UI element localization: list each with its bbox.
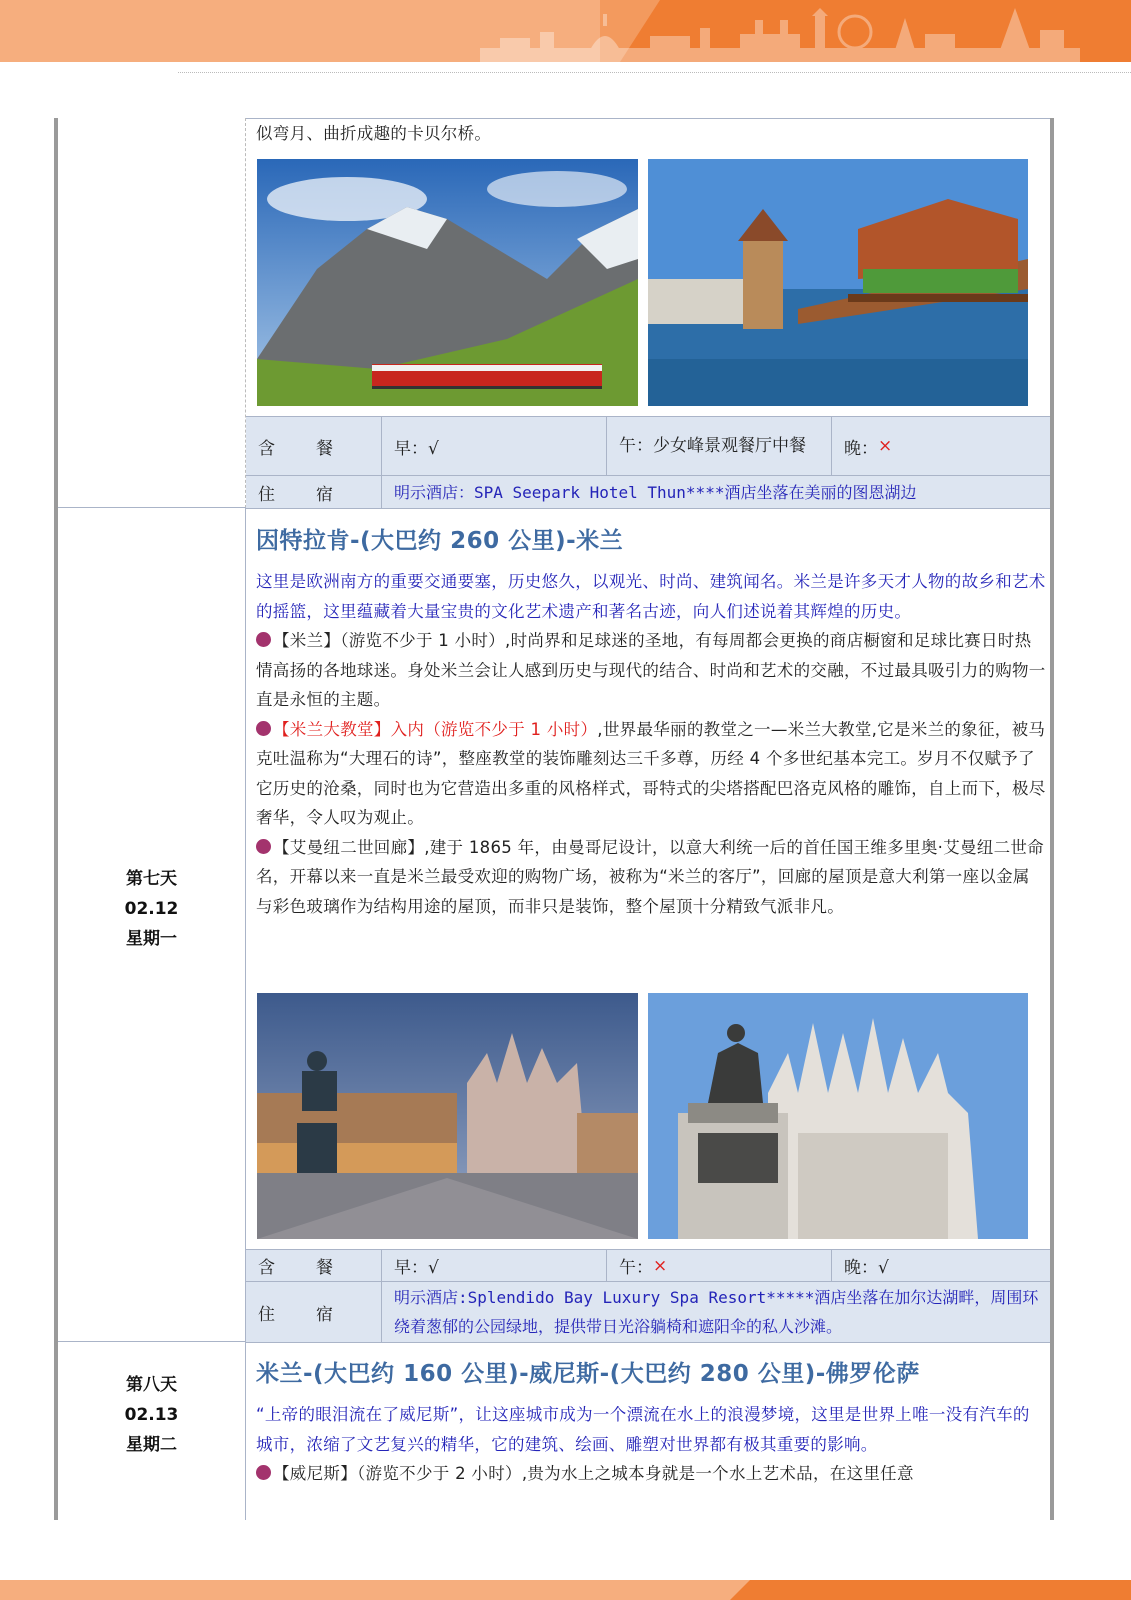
- day7-item-duomo: 【米兰大教堂】入内（游览不少于 1 小时）,世界最华丽的教堂之一—米兰大教堂,它是米兰的象征，被马克吐温称为“大理石的诗”，整座教堂的装饰雕刻达三千多尊，历经 4 个多世纪基本完工。岁月不仅赋予了它历史的沧桑，同时也为它营造出多重的风格样式，哥特式的尖塔搭配巴洛克风格的雕饰，自上而下，极尽奢华，令人叹为观止。: [256, 719, 1046, 827]
- day7-body: [256, 567, 1046, 921]
- day7-weekday: 星期一: [126, 929, 177, 949]
- day8-label: [58, 1370, 245, 1460]
- meal-lunch: 午：少女峰景观餐厅中餐: [606, 417, 831, 475]
- meals-label: 含 餐: [258, 438, 345, 459]
- day6-meals-row: [246, 416, 1050, 476]
- day6-continuation-text: 似弯月、曲折成趣的卡贝尔桥。: [256, 124, 492, 143]
- meal-lunch: 午： ×: [606, 1250, 831, 1281]
- day8-weekday: 星期二: [126, 1435, 177, 1455]
- day8-title: 米兰-(大巴约 160 公里)-威尼斯-(大巴约 280 公里)-佛罗伦萨: [256, 1361, 920, 1387]
- hotel-label: 住 宿: [258, 484, 345, 505]
- meal-dinner: 晚： ×: [831, 417, 1050, 475]
- day7-intro: 这里是欧洲南方的重要交通要塞，历史悠久，以观光、时尚、建筑闻名。米兰是许多天才人物的故乡和艺术的摇篮，这里蕴藏着大量宝贵的文化艺术遗产和著名古迹，向人们述说着其辉煌的历史。: [256, 572, 1046, 621]
- day8-item-venice: 【威尼斯】（游览不少于 2 小时）,贵为水上之城本身就是一个水上艺术品，在这里任意: [256, 1459, 1046, 1489]
- meal-breakfast: 早：√: [381, 417, 606, 475]
- day8-day: 第八天: [126, 1375, 177, 1395]
- bullet-icon: [256, 839, 271, 854]
- left-frame-bar: [54, 118, 58, 1520]
- day7-title: 因特拉肯-(大巴约 260 公里)-米兰: [256, 528, 624, 554]
- day7-hotel-row: [246, 1281, 1050, 1343]
- hotel-text: 明示酒店:Splendido Bay Luxury Spa Resort*****酒店坐落在加尔达湖畔，周围环绕着葱郁的公园绿地，提供带日光浴躺椅和遮阳伞的私人沙滩。: [381, 1282, 1050, 1342]
- day7-item-milan: 【米兰】（游览不少于 1 小时）,时尚界和足球迷的圣地，有每周都会更换的商店橱窗和足球比赛日时热情高扬的各地球迷。身处米兰会让人感到历史与现代的结合、时尚和艺术的交融，不过最具吸引力的购物一直是永恒的主题。: [256, 631, 1046, 709]
- day-column-divider: [245, 508, 246, 1520]
- meal-dinner: 晚：√: [831, 1250, 1050, 1281]
- day8-body: [256, 1400, 1046, 1489]
- lunch-not-included-mark: ×: [653, 1255, 668, 1276]
- hotel-label: 住 宿: [258, 1304, 345, 1325]
- skyline-silhouette-icon: [480, 8, 1080, 62]
- hotel-text: 明示酒店：SPA Seepark Hotel Thun****酒店坐落在美丽的图恩湖边: [381, 476, 1050, 508]
- meals-label: 含 餐: [258, 1258, 345, 1278]
- bullet-icon: [256, 1465, 271, 1480]
- day7-meals-row: [246, 1249, 1050, 1282]
- header-dotted-rule: [178, 72, 1131, 73]
- footer-dark-band: [730, 1580, 1131, 1600]
- day7-item-galleria: 【艾曼纽二世回廊】,建于 1865 年，由曼哥尼设计，以意大利统一后的首任国王维多里奥·艾曼纽二世命名，开幕以来一直是米兰最受欢迎的购物广场，被称为“米兰的客厅”，回廊的屋顶是意大利第一座以金属与彩色玻璃作为结构用途的屋顶，而非只是装饰，整个屋顶十分精致气派非凡。: [256, 837, 1044, 916]
- photo-jungfrau-train: [257, 159, 638, 406]
- right-frame-bar: [1050, 118, 1054, 1520]
- day7-label: [58, 864, 245, 954]
- header-band: [0, 0, 1131, 62]
- bullet-icon: [256, 632, 271, 647]
- dinner-not-included-mark: ×: [878, 436, 893, 456]
- bullet-icon: [256, 721, 271, 736]
- day7-day: 第七天: [126, 869, 177, 889]
- day8-intro: “上帝的眼泪流在了威尼斯”，让这座城市成为一个漂流在水上的浪漫梦境，这里是世界上唯一没有汽车的城市，浓缩了文艺复兴的精华，它的建筑、绘画、雕塑对世界都有极其重要的影响。: [256, 1405, 1030, 1454]
- day7-date: 02.12: [124, 899, 179, 919]
- photo-lucerne-chapel-bridge: [648, 159, 1028, 406]
- meal-breakfast: 早：√: [381, 1250, 606, 1281]
- day8-date: 02.13: [124, 1405, 179, 1425]
- photo-milan-duomo-day: [648, 993, 1028, 1239]
- photo-milan-duomo-dusk: [257, 993, 638, 1239]
- day6-hotel-row: [246, 475, 1050, 509]
